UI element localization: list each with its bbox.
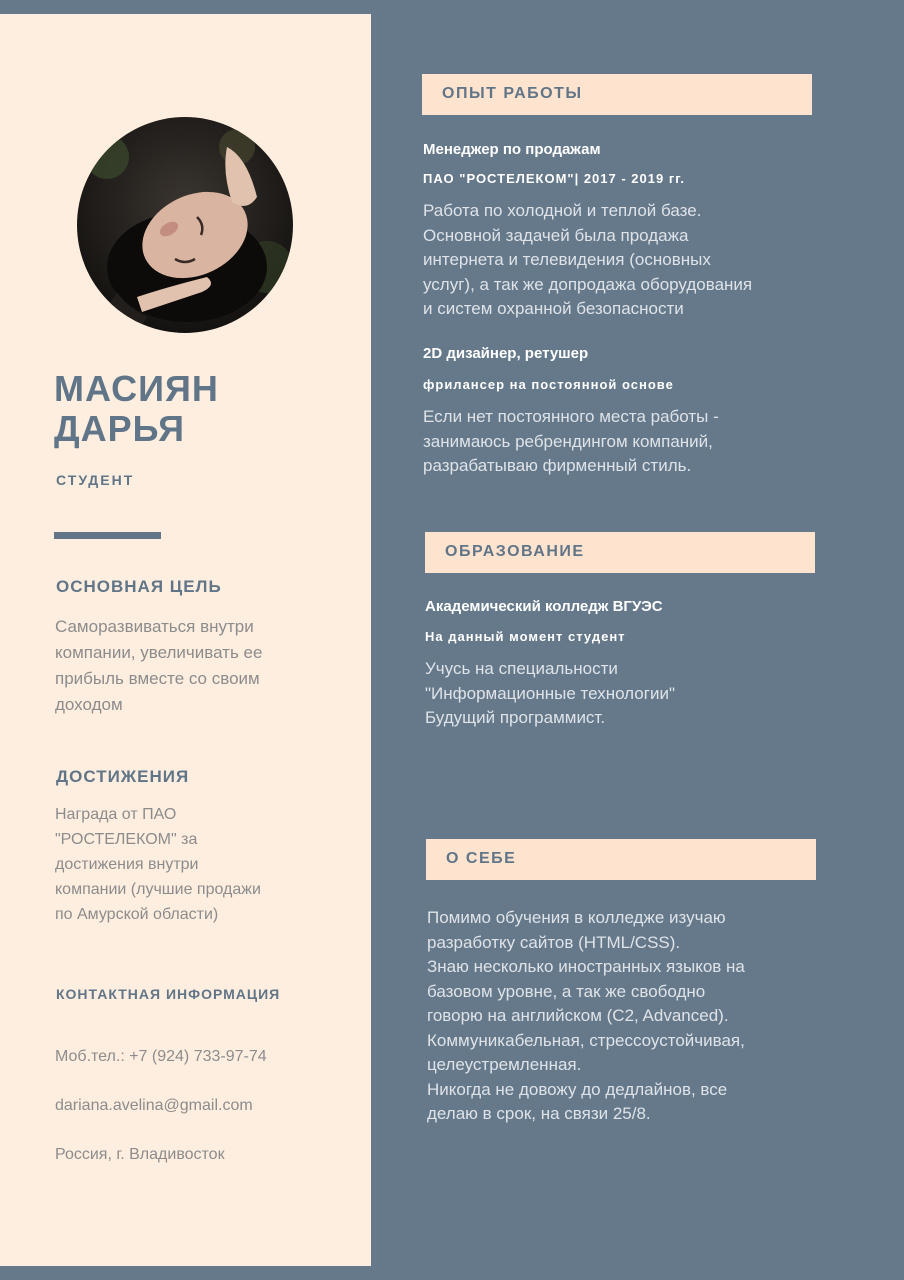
experience-section-bar (422, 74, 812, 115)
role-label: СТУДЕНТ (56, 472, 135, 488)
job-title: 2D дизайнер, ретушер (423, 345, 589, 362)
contacts-block (55, 1020, 267, 1192)
contact-email: dariana.avelina@gmail.com (55, 1096, 253, 1114)
job-description: Если нет постоянного места работы - занимаюсь ребрендингом компаний, разрабатываю фирменный стиль. (423, 407, 719, 475)
contact-phone: Моб.тел.: +7 (924) 733-97-74 (55, 1047, 267, 1065)
contact-location: Россия, г. Владивосток (55, 1145, 225, 1163)
job-title: Менеджер по продажам (423, 141, 601, 158)
about-heading: О СЕБЕ (446, 850, 517, 867)
achievements-heading: ДОСТИЖЕНИЯ (56, 767, 190, 786)
goal-heading: ОСНОВНАЯ ЦЕЛЬ (56, 577, 222, 596)
education-heading: ОБРАЗОВАНИЕ (445, 543, 585, 560)
achievements-text: Награда от ПАО "РОСТЕЛЕКОМ" за достижения внутри компании (лучшие продажи по Амурской области) (55, 806, 261, 923)
education-description: Учусь на специальности "Информационные технологии" Будущий программист. (425, 659, 675, 727)
name-first-line: МАСИЯН (54, 368, 219, 409)
job-description: Работа по холодной и теплой базе. Основной задачей была продажа интернета и телевидения (основных услуг), а так же допродажа оборудования и систем охранной безопасности (423, 201, 753, 318)
profile-photo (77, 117, 293, 333)
education-section-bar (425, 532, 815, 573)
experience-heading: ОПЫТ РАБОТЫ (442, 85, 583, 102)
education-status: На данный момент студент (425, 629, 626, 644)
job-company: фрилансер на постоянной основе (423, 377, 674, 392)
about-text: Помимо обучения в колледже изучаю разработку сайтов (HTML/CSS). Знаю несколько иностранных языков на базовом уровне, а так же свободно говорю на английском (C2, Advanced). Коммуникабельная, стрессоустойчивая, целеустремленная. Никогда не довожу до дедлайнов, все делаю в срок, на связи 25/8. (427, 908, 745, 1123)
full-name (54, 369, 219, 449)
contacts-heading: КОНТАКТНАЯ ИНФОРМАЦИЯ (56, 986, 281, 1002)
name-second-line: ДАРЬЯ (54, 408, 186, 449)
school-name: Академический колледж ВГУЭС (425, 598, 663, 615)
divider (54, 532, 161, 539)
goal-text: Саморазвиваться внутри компании, увеличивать ее прибыль вместе со своим доходом (55, 617, 263, 714)
job-company: ПАО "РОСТЕЛЕКОМ"| 2017 - 2019 гг. (423, 171, 685, 186)
about-section-bar (426, 839, 816, 880)
left-sidebar (0, 14, 371, 1266)
